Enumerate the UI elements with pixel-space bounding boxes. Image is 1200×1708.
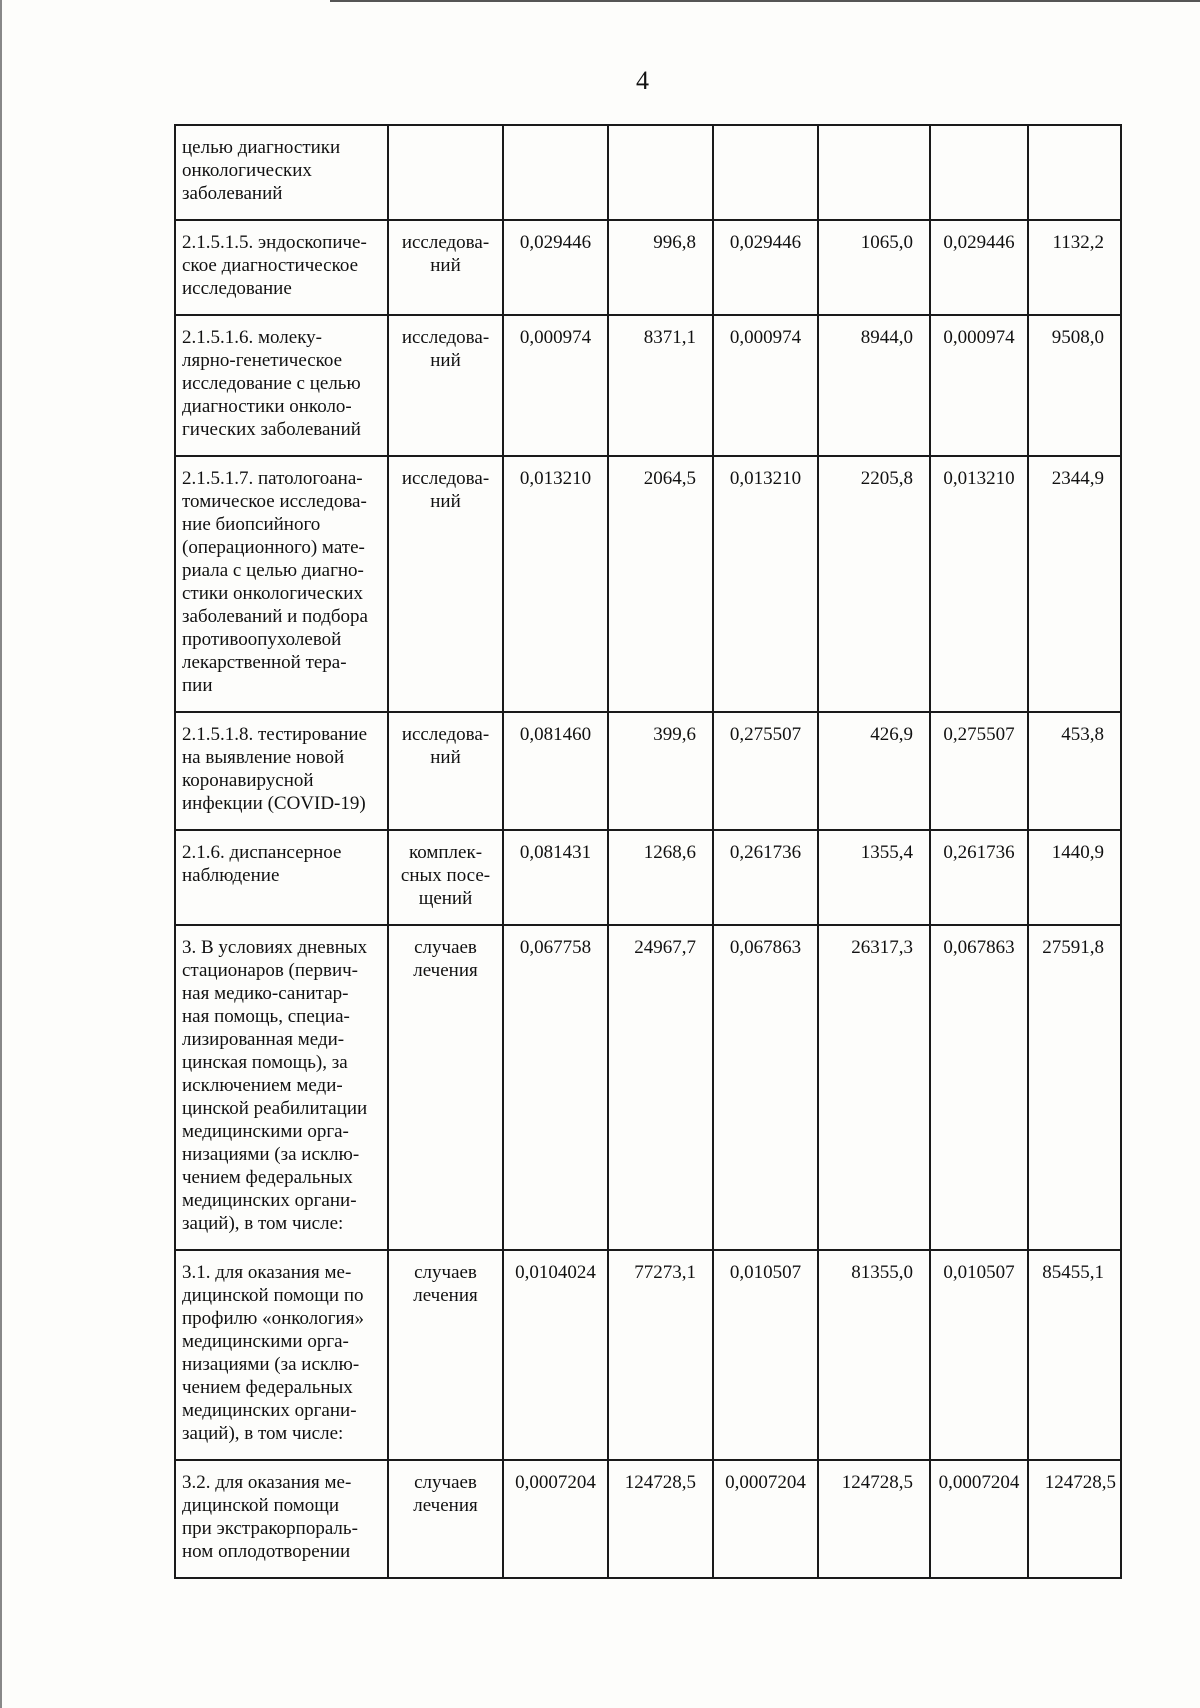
cost-value-cell: 1355,4: [818, 830, 930, 925]
norm-value-cell: 0,013210: [930, 456, 1028, 712]
indicator-name-line: заций), в том числе:: [182, 1423, 344, 1444]
norm-value-cell: 0,029446: [503, 220, 608, 315]
unit-line: исследова-: [401, 724, 490, 745]
cost-value-cell: [818, 125, 930, 220]
indicator-name-line: стационаров (первич-: [182, 960, 359, 981]
cost-value-cell: 85455,1: [1028, 1250, 1121, 1460]
indicator-name-line: 2.1.5.1.7. патологоана-: [182, 468, 363, 489]
indicator-name-line: коронавирусной: [182, 770, 314, 791]
indicator-name-line: ная помощь, специа-: [182, 1006, 350, 1027]
unit-line: ний: [430, 491, 461, 512]
indicator-name-line: ское диагностическое: [182, 255, 359, 276]
cost-value-cell: [1028, 125, 1121, 220]
cost-value-cell: 453,8: [1028, 712, 1121, 830]
indicator-name-line: пии: [182, 675, 213, 696]
norm-value-cell: 0,0007204: [930, 1460, 1028, 1578]
indicator-name-line: на выявление новой: [182, 747, 345, 768]
indicator-name-line: 2.1.5.1.5. эндоскопиче-: [182, 232, 367, 253]
indicator-name-line: гических заболеваний: [182, 419, 361, 440]
indicator-name-line: лекарственной тера-: [182, 652, 347, 673]
indicator-name-line: ном оплодотворении: [182, 1541, 351, 1562]
cost-value-cell: 996,8: [608, 220, 713, 315]
unit-line: щений: [418, 888, 473, 909]
cost-value-cell: 1440,9: [1028, 830, 1121, 925]
indicator-name-line: 2.1.5.1.6. молеку-: [182, 327, 322, 348]
table-row: [175, 456, 1121, 712]
unit-line: исследова-: [401, 468, 490, 489]
cost-value-cell: 81355,0: [818, 1250, 930, 1460]
cost-value-cell: 2064,5: [608, 456, 713, 712]
norm-value-cell: 0,0007204: [713, 1460, 818, 1578]
cost-value-cell: 9508,0: [1028, 315, 1121, 456]
norm-value-cell: 0,081460: [503, 712, 608, 830]
indicator-name-cell: [175, 1460, 388, 1578]
unit-cell: [388, 1460, 503, 1578]
indicator-name-line: цинская помощь), за: [182, 1052, 348, 1073]
unit-line: ний: [430, 350, 461, 371]
cost-value-cell: 1132,2: [1028, 220, 1121, 315]
norm-value-cell: [503, 125, 608, 220]
table-row: [175, 315, 1121, 456]
norm-value-cell: 0,029446: [713, 220, 818, 315]
unit-cell: [388, 925, 503, 1250]
unit-cell: [388, 712, 503, 830]
norm-value-cell: 0,000974: [503, 315, 608, 456]
indicator-name-line: низациями (за исклю-: [182, 1144, 360, 1165]
table-row: [175, 220, 1121, 315]
indicator-name-line: медицинских органи-: [182, 1400, 357, 1421]
norm-value-cell: 0,067758: [503, 925, 608, 1250]
indicator-name-line: противоопухолевой: [182, 629, 342, 650]
cost-value-cell: 426,9: [818, 712, 930, 830]
indicator-name-line: томическое исследова-: [182, 491, 367, 512]
page-number: 4: [636, 66, 649, 95]
data-table: [174, 124, 1122, 1579]
indicator-name-cell: [175, 712, 388, 830]
unit-line: ний: [430, 255, 461, 276]
indicator-name-line: цинской реабилитации: [182, 1098, 368, 1119]
indicator-name-line: медицинскими орга-: [182, 1331, 349, 1352]
indicator-name-line: риала с целью диагно-: [182, 560, 364, 581]
indicator-name-line: 2.1.6. диспансерное: [182, 842, 342, 863]
norm-value-cell: 0,013210: [503, 456, 608, 712]
norm-value-cell: 0,0104024: [503, 1250, 608, 1460]
norm-value-cell: 0,261736: [713, 830, 818, 925]
unit-line: исследова-: [401, 327, 490, 348]
indicator-name-line: дицинской помощи: [182, 1495, 340, 1516]
indicator-name-line: (операционного) мате-: [182, 537, 365, 558]
indicator-name-line: при экстракорпораль-: [182, 1518, 358, 1539]
norm-value-cell: 0,081431: [503, 830, 608, 925]
norm-value-cell: 0,261736: [930, 830, 1028, 925]
indicator-name-line: онкологических: [182, 160, 312, 181]
norm-value-cell: 0,013210: [713, 456, 818, 712]
indicator-name-line: дицинской помощи по: [182, 1285, 364, 1306]
norm-value-cell: [930, 125, 1028, 220]
indicator-name-line: стики онкологических: [182, 583, 363, 604]
indicator-name-line: диагностики онколо-: [182, 396, 352, 417]
unit-line: лечения: [413, 1495, 478, 1516]
indicator-name-line: 3. В условиях дневных: [182, 937, 368, 958]
norm-value-cell: 0,275507: [713, 712, 818, 830]
cost-value-cell: 1065,0: [818, 220, 930, 315]
table-row: [175, 830, 1121, 925]
unit-cell: [388, 220, 503, 315]
cost-value-cell: 2344,9: [1028, 456, 1121, 712]
table-row: [175, 125, 1121, 220]
indicator-name-line: инфекции (COVID-19): [182, 793, 366, 814]
cost-value-cell: 8371,1: [608, 315, 713, 456]
unit-line: исследова-: [401, 232, 490, 253]
indicator-name-line: исключением меди-: [182, 1075, 343, 1096]
indicator-name-cell: [175, 315, 388, 456]
norm-value-cell: [713, 125, 818, 220]
indicator-name-line: заболеваний и подбора: [182, 606, 368, 627]
indicator-name-line: наблюдение: [182, 865, 280, 886]
norm-value-cell: 0,010507: [930, 1250, 1028, 1460]
unit-line: лечения: [413, 960, 478, 981]
indicator-name-line: 3.2. для оказания ме-: [182, 1472, 352, 1493]
indicator-name-line: чением федеральных: [182, 1377, 353, 1398]
unit-line: лечения: [413, 1285, 478, 1306]
indicator-name-cell: [175, 1250, 388, 1460]
unit-line: случаев: [414, 1262, 477, 1283]
unit-line: ний: [430, 747, 461, 768]
cost-value-cell: 26317,3: [818, 925, 930, 1250]
cost-value-cell: 27591,8: [1028, 925, 1121, 1250]
indicator-name-cell: [175, 830, 388, 925]
indicator-name-line: ние биопсийного: [182, 514, 321, 535]
unit-cell: [388, 1250, 503, 1460]
table-body: [175, 125, 1121, 1578]
scan-edge-top: [330, 0, 1200, 2]
norm-value-cell: 0,275507: [930, 712, 1028, 830]
cost-value-cell: 124728,5: [818, 1460, 930, 1578]
unit-cell: [388, 456, 503, 712]
unit-line: комплек-: [408, 842, 483, 863]
indicator-name-line: исследование с целью: [182, 373, 361, 394]
table-row: [175, 1460, 1121, 1578]
norm-value-cell: 0,010507: [713, 1250, 818, 1460]
norm-value-cell: 0,000974: [713, 315, 818, 456]
indicator-name-cell: [175, 456, 388, 712]
indicator-name-line: ная медико-санитар-: [182, 983, 349, 1004]
unit-line: случаев: [414, 1472, 477, 1493]
indicator-name-line: заций), в том числе:: [182, 1213, 344, 1234]
table-row: [175, 1250, 1121, 1460]
cost-value-cell: [608, 125, 713, 220]
indicator-name-cell: [175, 925, 388, 1250]
indicator-name-cell: [175, 125, 388, 220]
cost-value-cell: 77273,1: [608, 1250, 713, 1460]
indicator-name-line: низациями (за исклю-: [182, 1354, 360, 1375]
cost-value-cell: 1268,6: [608, 830, 713, 925]
cost-value-cell: 399,6: [608, 712, 713, 830]
indicator-name-line: медицинскими орга-: [182, 1121, 349, 1142]
norm-value-cell: 0,0007204: [503, 1460, 608, 1578]
norm-value-cell: 0,000974: [930, 315, 1028, 456]
cost-value-cell: 124728,5: [1028, 1460, 1121, 1578]
cost-value-cell: 2205,8: [818, 456, 930, 712]
indicator-name-cell: [175, 220, 388, 315]
unit-cell: [388, 830, 503, 925]
scan-edge-left: [0, 0, 2, 1708]
indicator-name-line: чением федеральных: [182, 1167, 353, 1188]
unit-cell: [388, 315, 503, 456]
unit-cell: [388, 125, 503, 220]
table-row: [175, 925, 1121, 1250]
indicator-name-line: профилю «онкология»: [182, 1308, 364, 1329]
indicator-name-line: целью диагностики: [182, 137, 341, 158]
cost-value-cell: 24967,7: [608, 925, 713, 1250]
indicator-name-line: заболеваний: [182, 183, 283, 204]
cost-value-cell: 8944,0: [818, 315, 930, 456]
table-row: [175, 712, 1121, 830]
unit-line: сных посе-: [400, 865, 491, 886]
unit-line: случаев: [414, 937, 477, 958]
norm-value-cell: 0,067863: [930, 925, 1028, 1250]
indicator-name-line: исследование: [182, 278, 292, 299]
norm-value-cell: 0,029446: [930, 220, 1028, 315]
indicator-name-line: лярно-генетическое: [182, 350, 343, 371]
indicator-name-line: лизированная меди-: [182, 1029, 345, 1050]
norm-value-cell: 0,067863: [713, 925, 818, 1250]
indicator-name-line: медицинских органи-: [182, 1190, 357, 1211]
indicator-name-line: 2.1.5.1.8. тестирование: [182, 724, 368, 745]
cost-value-cell: 124728,5: [608, 1460, 713, 1578]
indicator-name-line: 3.1. для оказания ме-: [182, 1262, 352, 1283]
